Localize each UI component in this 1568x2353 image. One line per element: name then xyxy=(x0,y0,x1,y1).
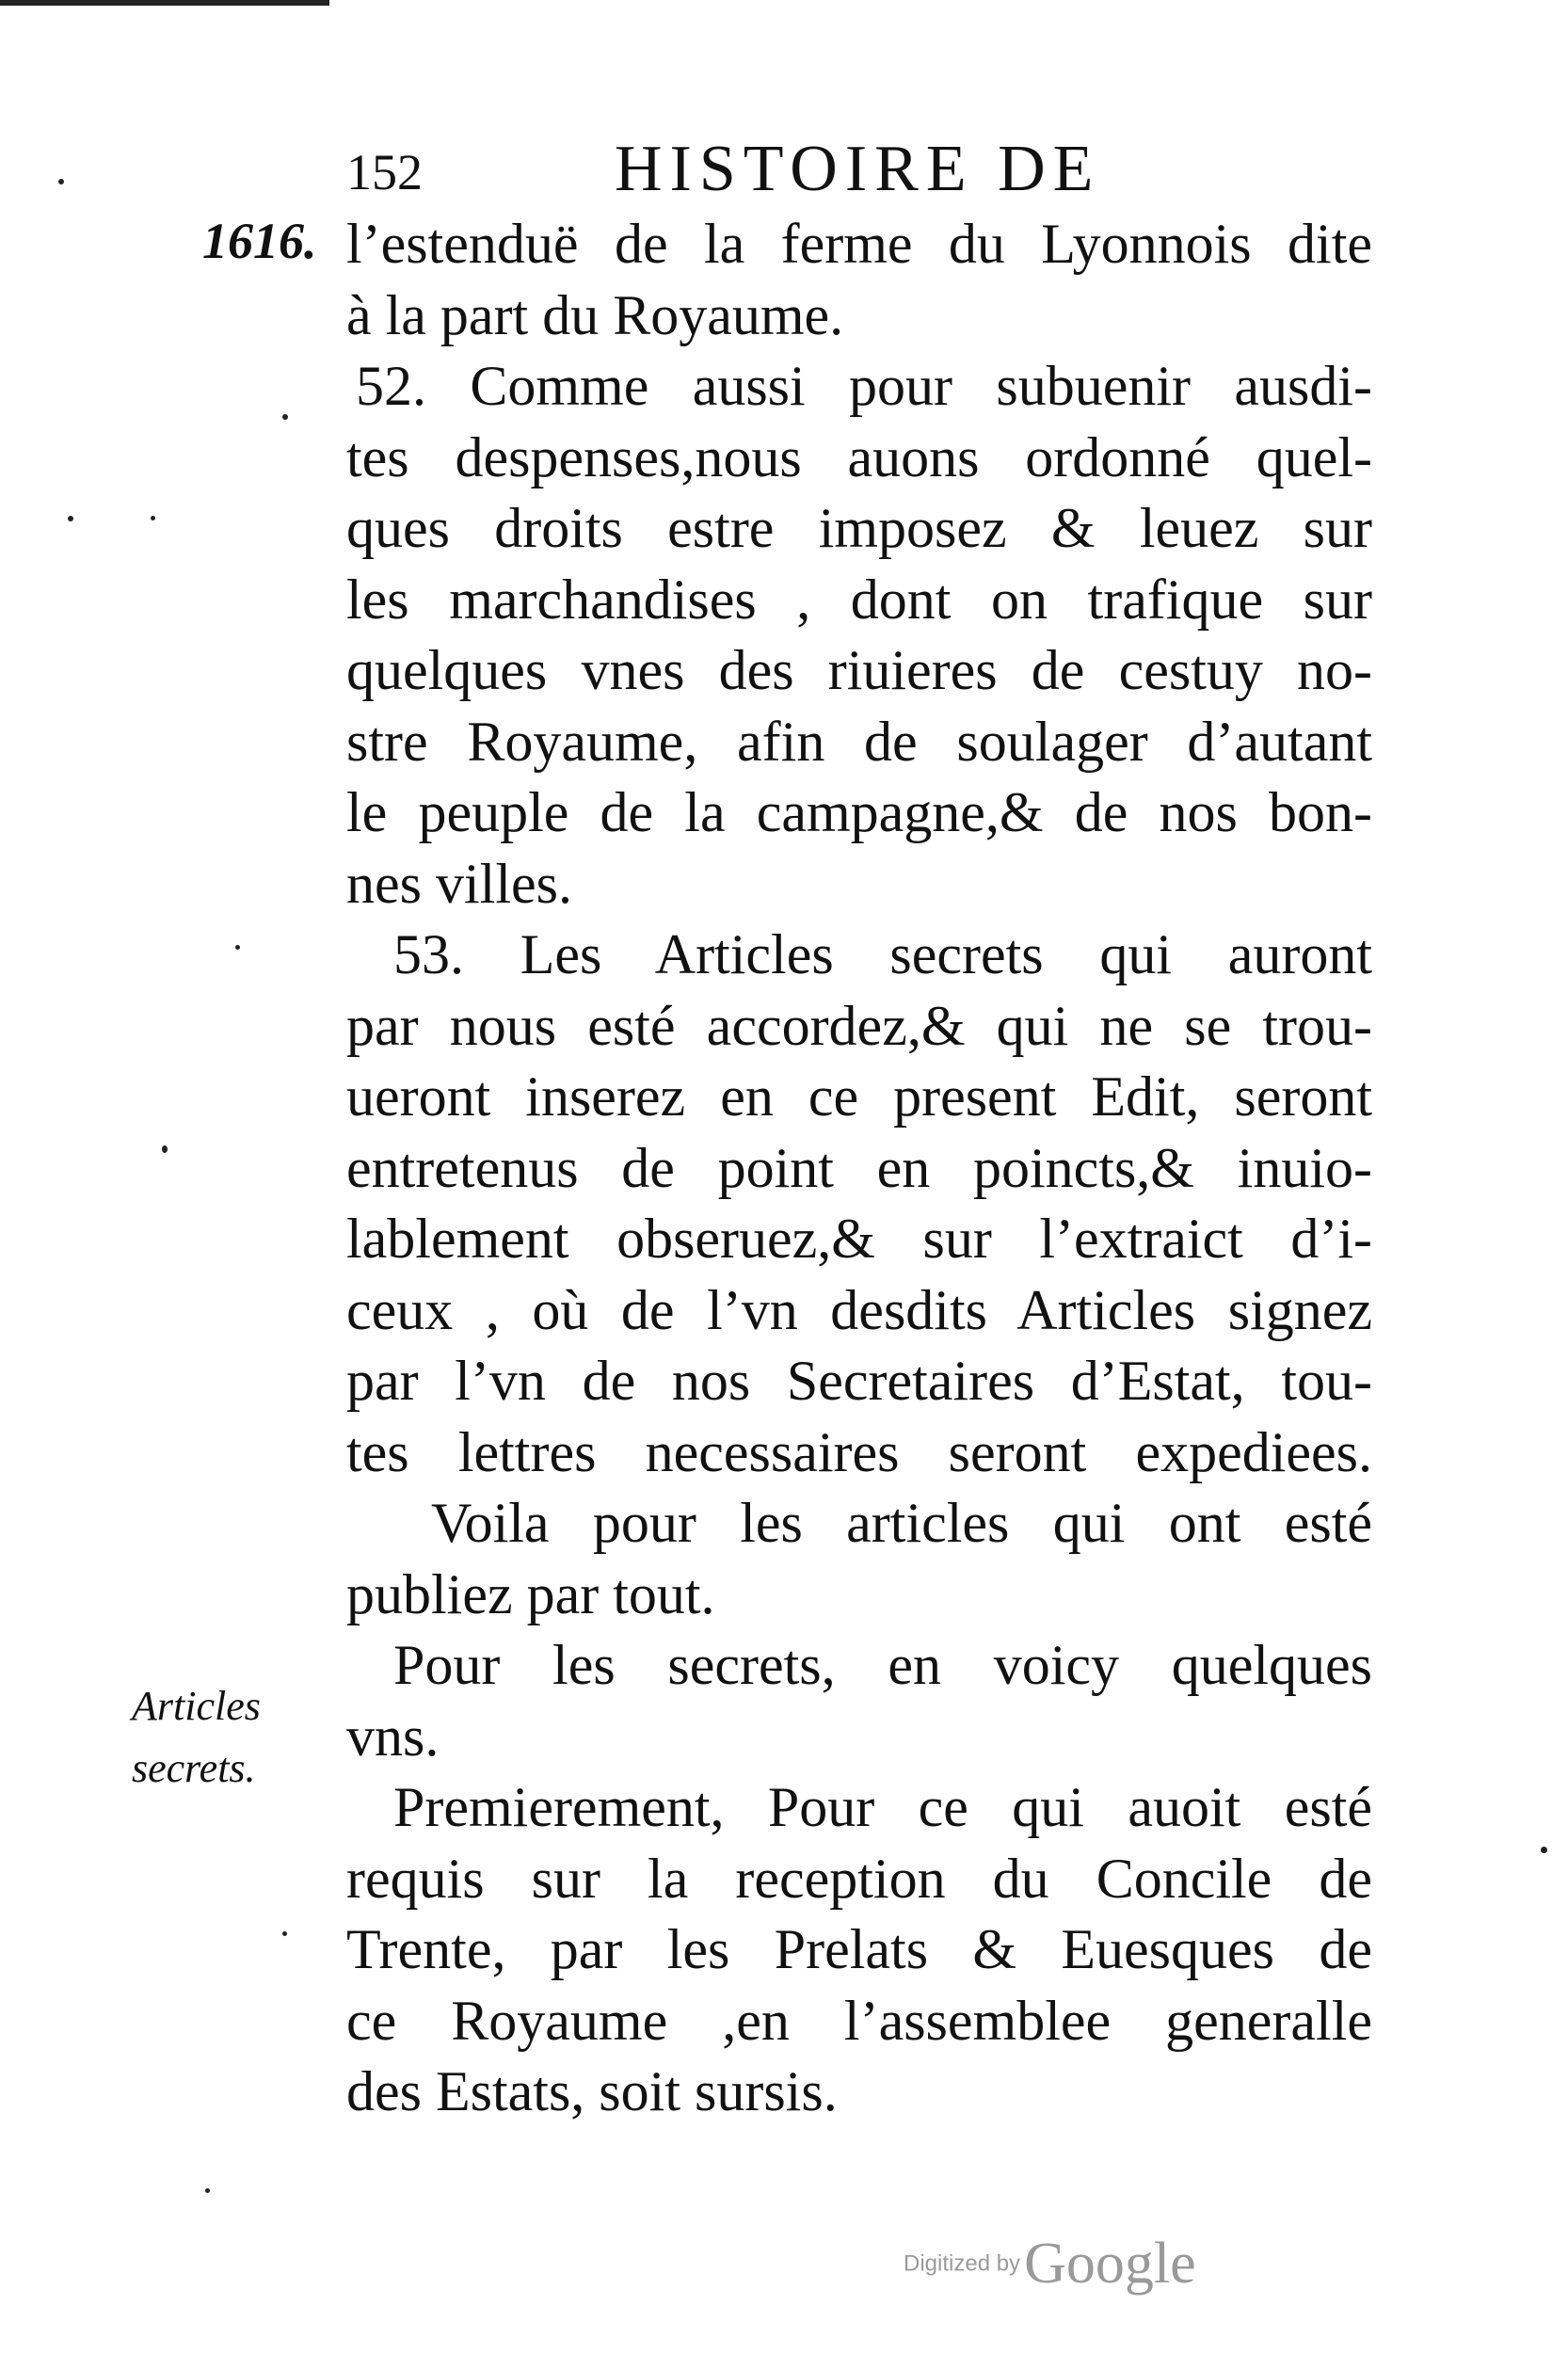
text-line: lablement obseruez,& sur l’extraict d’i- xyxy=(346,1208,1372,1270)
page-header xyxy=(346,132,1193,207)
scan-speck xyxy=(151,516,155,520)
scan-speck xyxy=(282,414,288,420)
text-line: Trente, par les Prelats & Euesques de xyxy=(346,1918,1372,1980)
text-line: des Estats, soit sursis. xyxy=(346,2060,838,2122)
text-line: 52. Comme aussi pour subuenir ausdi- xyxy=(356,355,1372,417)
text-line: à la part du Royaume. xyxy=(346,283,844,346)
text-line: ueront inserez en ce present Edit, seront xyxy=(346,1065,1372,1128)
text-line: par nous esté accordez,& qui ne se trou- xyxy=(346,994,1372,1057)
running-title: HISTOIRE DE xyxy=(615,133,1101,205)
scan-speck xyxy=(162,1145,168,1153)
scan-speck xyxy=(58,179,64,184)
margin-note-line: Articles xyxy=(132,1683,261,1729)
margin-note-line: secrets. xyxy=(132,1745,256,1791)
scan-edge-mark xyxy=(0,0,329,6)
text-line: Voila pour les articles qui ont esté xyxy=(431,1492,1372,1554)
text-line: quelques vnes des riuieres de cestuy no- xyxy=(346,639,1372,701)
text-line: le peuple de la campagne,& de nos bon- xyxy=(346,781,1372,843)
text-line: ce Royaume ,en l’assemblee generalle xyxy=(346,1989,1372,2052)
text-line: vns. xyxy=(346,1705,440,1768)
margin-note xyxy=(132,1675,261,1800)
body-text xyxy=(346,209,1372,2128)
text-line: tes lettres necessaires seront expediees. xyxy=(346,1420,1372,1483)
text-line: 53. Les Articles secrets qui auront xyxy=(393,923,1372,985)
text-line: les marchandises , dont on trafique sur xyxy=(346,568,1372,631)
page-number: 152 xyxy=(346,144,423,200)
watermark-prefix: Digitized by xyxy=(904,2250,1021,2277)
google-logo: Google xyxy=(1024,2232,1196,2296)
scan-speck xyxy=(1541,1847,1547,1853)
text-line: l’estenduë de la ferme du Lyonnois dite xyxy=(346,213,1372,275)
text-line: Pour les secrets, en voicy quelques xyxy=(393,1634,1372,1696)
scan-speck xyxy=(282,1931,287,1936)
margin-year: 1616. xyxy=(202,213,317,269)
scan-speck xyxy=(68,516,73,521)
text-line: stre Royaume, afin de soulager d’autant xyxy=(346,710,1372,773)
text-line: ceux , où de l’vn desdits Articles signez xyxy=(346,1278,1372,1341)
text-line: ques droits estre imposez & leuez sur xyxy=(346,497,1372,559)
text-line: nes villes. xyxy=(346,852,572,915)
scan-speck xyxy=(235,945,240,950)
text-line: par l’vn de nos Secretaires d’Estat, tou- xyxy=(346,1350,1372,1412)
digitization-watermark xyxy=(904,2231,1196,2297)
text-line: publiez par tout. xyxy=(346,1562,715,1625)
text-line: entretenus de point en poincts,& inuio- xyxy=(346,1136,1372,1199)
text-line: requis sur la reception du Concile de xyxy=(346,1847,1372,1910)
text-line: tes despenses,nous auons ordonné quel- xyxy=(346,425,1372,488)
scan-speck xyxy=(205,2188,210,2193)
text-line: Premierement, Pour ce qui auoit esté xyxy=(393,1776,1372,1838)
